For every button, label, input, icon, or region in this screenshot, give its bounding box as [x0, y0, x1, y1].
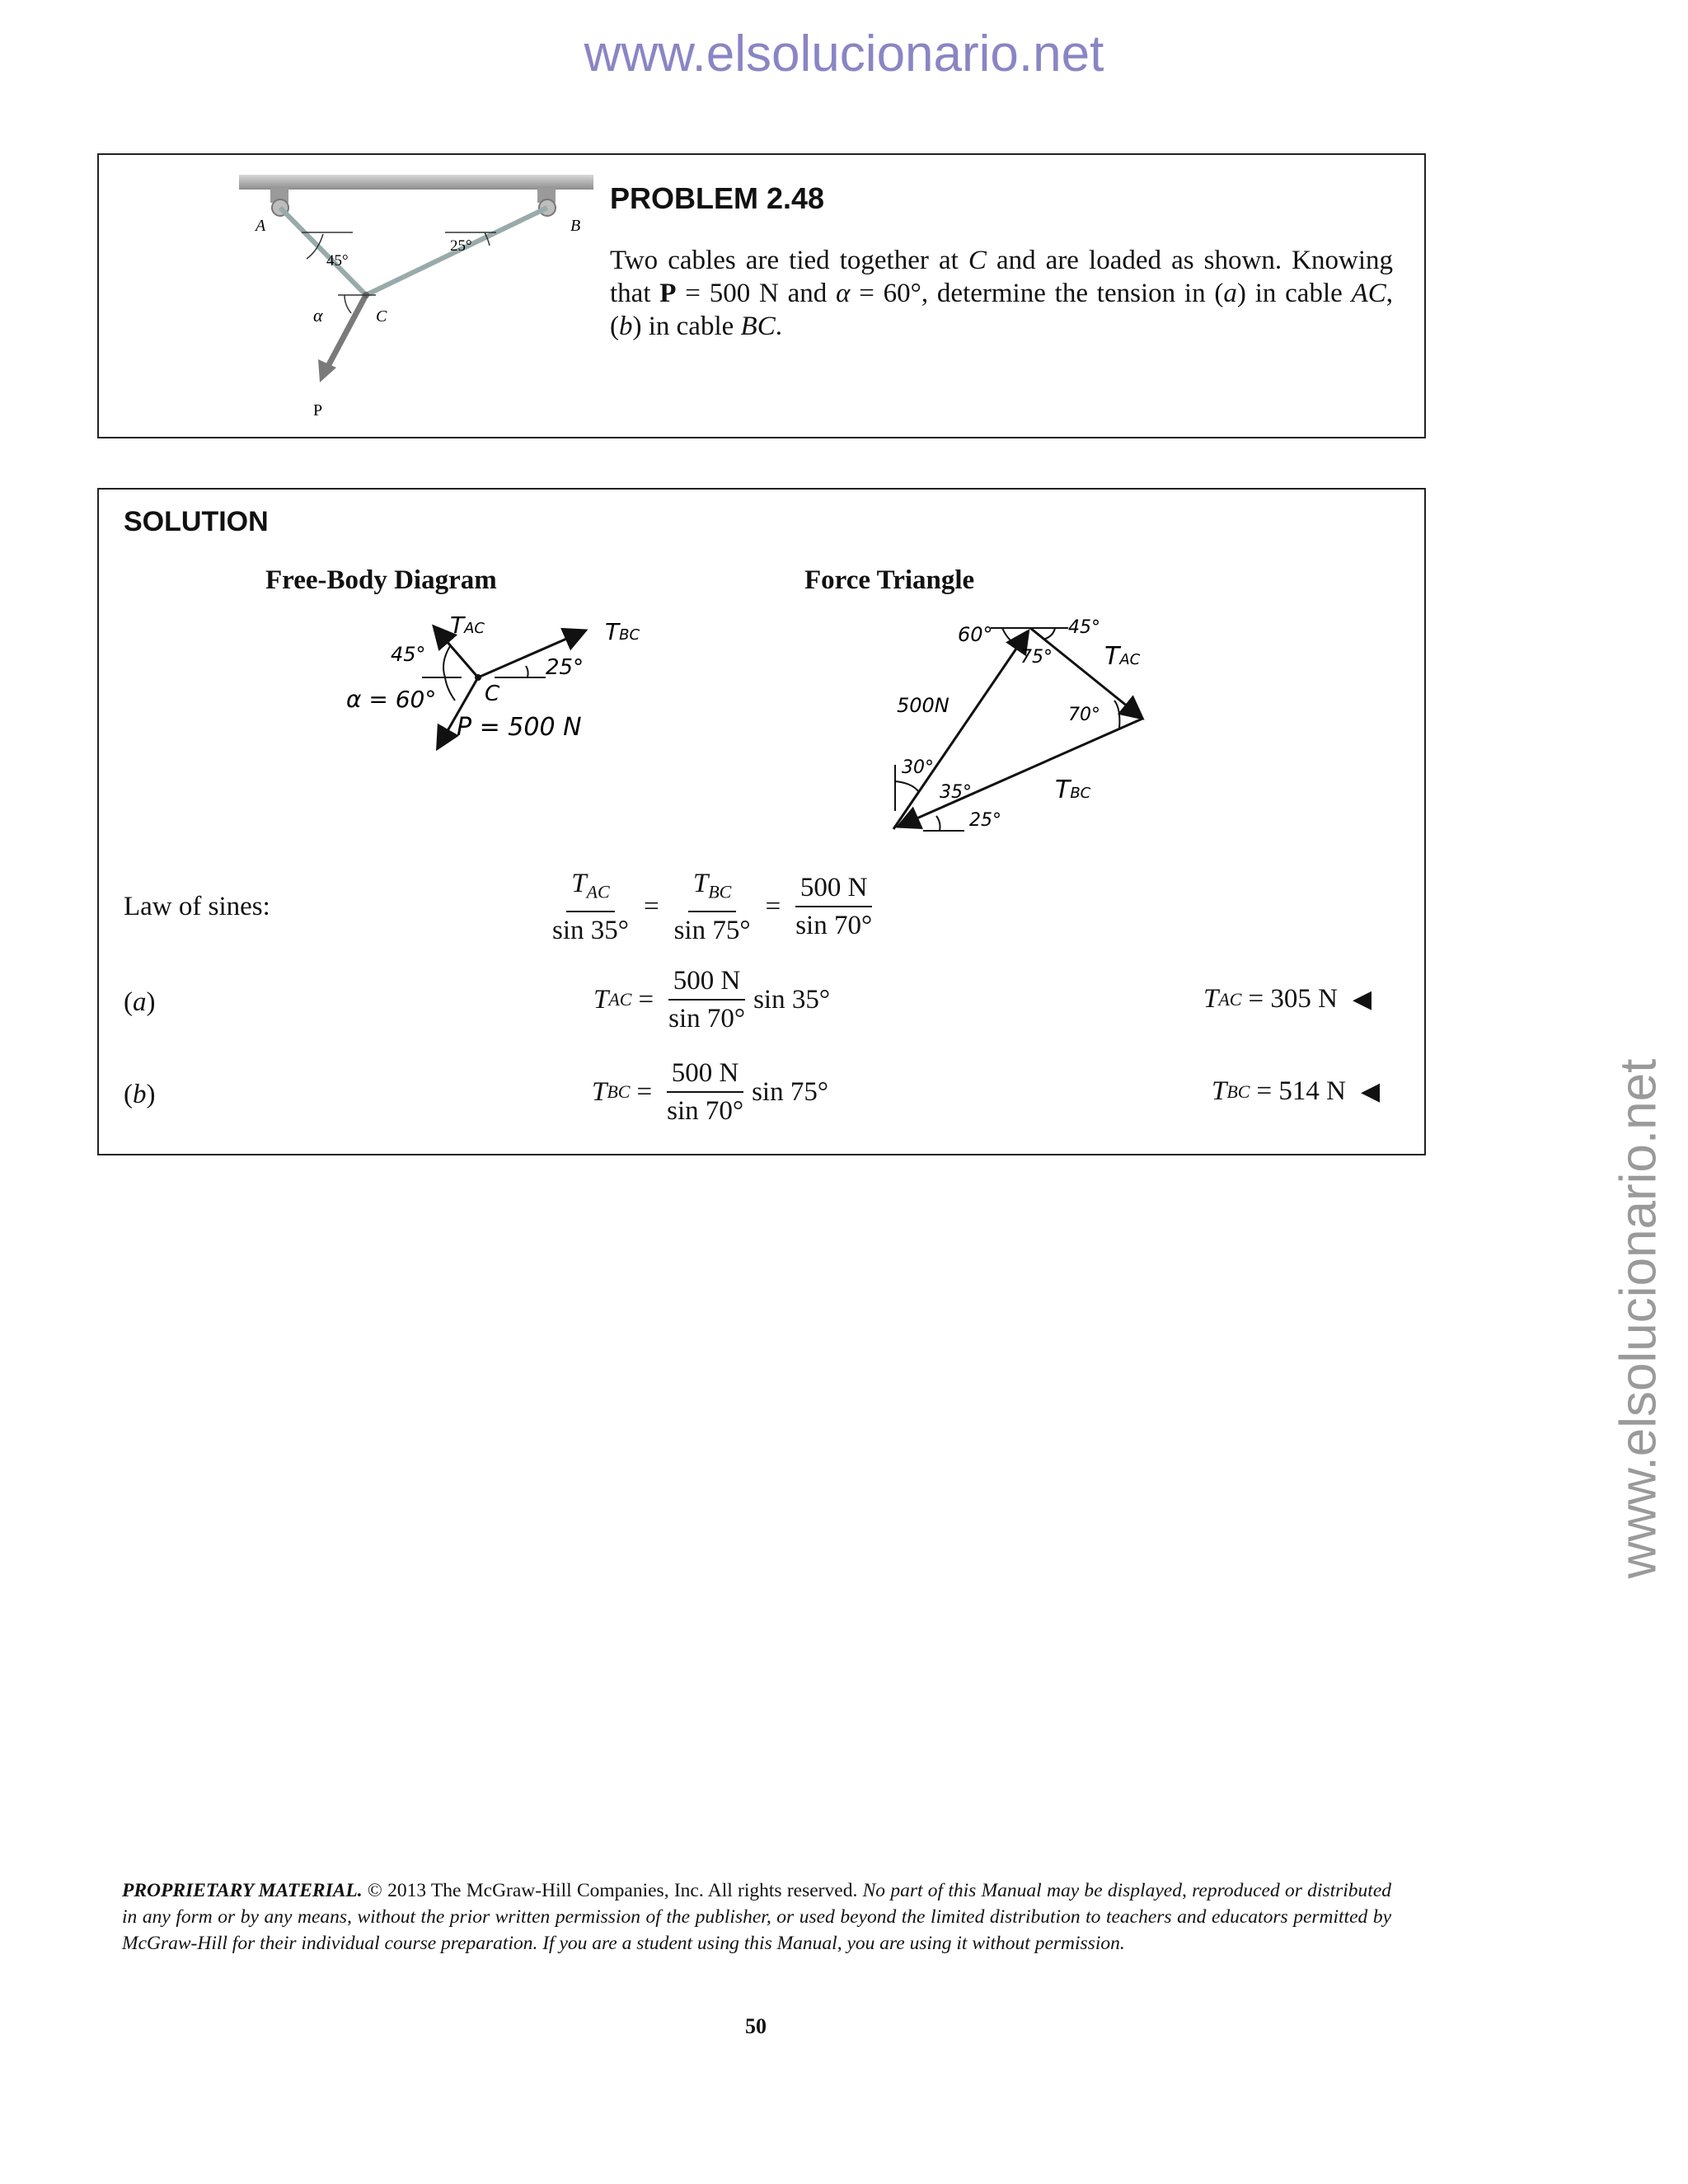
fbd-arc-45: [443, 646, 450, 677]
law-of-sines-label: Law of sines:: [124, 892, 270, 921]
tri-tbc-label: [1055, 776, 1091, 804]
part-a-num: 500 N: [668, 966, 746, 1001]
problem-statement: [610, 244, 1393, 343]
free-body-diagram: [239, 615, 668, 763]
ceiling: [239, 175, 593, 190]
part-a-label: [124, 987, 156, 1018]
label-b: B: [570, 217, 581, 235]
fbd-angle-25: 25°: [546, 655, 584, 680]
fbd-angle-45: 45°: [391, 643, 426, 666]
tri-tac-sub: AC: [1119, 651, 1141, 668]
footer-italic: No part of this Manual may be displayed, reproduced or distributed in any form or by any means, without the prior written permission of the publisher, or used beyond the limited distribution to teachers and educators permitted by McGraw-Hill for their individual course preparation. If you are a student using this Manual, you are using it without permission.: [122, 1880, 1392, 1954]
solution-title: SOLUTION: [124, 506, 269, 537]
tri-arc-60: [1002, 628, 1020, 646]
law-den-3: sin 70°: [795, 911, 873, 941]
solution-box: [97, 488, 1426, 1155]
problem-b: b: [619, 312, 633, 341]
tri-tbc-sub: BC: [1070, 785, 1091, 802]
fbd-tac-sub: AC: [464, 620, 485, 637]
law-eq-1: =: [643, 891, 659, 921]
problem-text-4: = 60°, determine the tension in (: [850, 279, 1224, 308]
problem-text-3: = 500 N and: [676, 279, 837, 308]
problem-box: [97, 153, 1426, 438]
law-num-1: [566, 869, 614, 912]
part-a-frac: [663, 966, 750, 1033]
label-p: P: [313, 401, 323, 419]
problem-a: a: [1223, 279, 1237, 308]
law-den-2: sin 75°: [673, 915, 751, 945]
footer-bold: PROPRIETARY MATERIAL.: [122, 1880, 363, 1901]
answer-marker-a: ◀: [1352, 986, 1372, 1013]
part-a-equation: [593, 966, 830, 1033]
fbd-tbc-sub: BC: [619, 626, 640, 644]
problem-title: PROBLEM 2.48: [610, 181, 825, 215]
tri-arc-25: [936, 816, 940, 831]
part-b-open: (: [124, 1080, 133, 1109]
fbd-arc-alpha: [445, 677, 455, 701]
problem-c: C: [968, 246, 987, 275]
part-a-t: T: [593, 984, 609, 1015]
fbd-tac-t: T: [450, 615, 465, 639]
law-num-3: 500 N: [795, 873, 873, 907]
part-a-result-value: = 305 N: [1248, 984, 1338, 1014]
label-25: 25°: [450, 237, 472, 255]
law-den-1: sin 35°: [552, 915, 629, 945]
fbd-tac-label: [450, 615, 485, 639]
tri-tac-side: [1030, 628, 1141, 717]
problem-text-2: and are loaded as shown. Knowing that: [610, 246, 1393, 308]
part-b-result-value: = 514 N: [1256, 1076, 1346, 1106]
watermark-side-text[interactable]: www.elsolucionario.net: [1610, 1058, 1667, 1579]
law-of-sines-equation: [544, 869, 880, 945]
law-num-2: [688, 869, 736, 912]
part-b-result-t: T: [1212, 1076, 1227, 1106]
tri-arc-70: [1114, 701, 1119, 729]
part-b-equation: [592, 1058, 828, 1126]
part-b-sub: BC: [607, 1081, 631, 1102]
fbd-title: Free-Body Diagram: [265, 565, 497, 595]
tri-angle-60: 60°: [958, 623, 993, 646]
part-a-den: sin 70°: [668, 1004, 746, 1033]
fbd-arc-25: [526, 666, 528, 677]
tri-tbc-t: T: [1055, 776, 1071, 804]
footer-normal: © 2013 The McGraw-Hill Companies, Inc. All rights reserved.: [362, 1880, 863, 1901]
fbd-tbc-t: T: [605, 618, 620, 645]
problem-text-1: Two cables are tied together at: [610, 246, 968, 275]
part-a-result-sub: AC: [1218, 988, 1242, 1010]
watermark-top[interactable]: www.elsolucionario.net: [584, 26, 1104, 82]
cable-ac: [280, 208, 366, 295]
arc-alpha: [345, 295, 351, 313]
part-a-open: (: [124, 987, 133, 1017]
part-b-letter: b: [133, 1080, 147, 1109]
tri-arc-45: [1043, 628, 1055, 640]
tri-angle-30: 30°: [902, 757, 934, 778]
part-a-sub: AC: [608, 989, 632, 1010]
law-sub-1: AC: [586, 881, 610, 902]
label-alpha: α: [313, 305, 323, 326]
fbd-tbc-label: [605, 618, 640, 645]
tri-tac-t: T: [1104, 642, 1120, 671]
law-frac-3: [790, 873, 877, 940]
tri-angle-45: 45°: [1068, 617, 1100, 638]
problem-text-6: , (: [610, 279, 1394, 341]
part-b-close: ): [146, 1080, 156, 1109]
fbd-joint: [475, 674, 481, 681]
part-a-close: ): [146, 987, 156, 1017]
problem-ac: AC: [1351, 279, 1386, 308]
law-t-1: T: [571, 869, 587, 898]
law-frac-2: [669, 869, 756, 945]
problem-bc: BC: [740, 312, 776, 341]
part-b-tail: sin 75°: [752, 1076, 829, 1107]
fbd-c-label: C: [485, 682, 500, 706]
fbd-alpha: α = 60°: [346, 686, 437, 713]
part-b-den: sin 70°: [667, 1096, 744, 1126]
tri-tac-label: [1104, 642, 1141, 671]
part-a-tail: sin 35°: [753, 984, 831, 1015]
problem-alpha: α: [836, 279, 851, 308]
triangle-title: Force Triangle: [804, 565, 975, 595]
problem-text-8: .: [775, 312, 782, 341]
part-b-result: [1212, 1076, 1380, 1107]
part-a-result: [1203, 984, 1372, 1015]
tri-500n: 500N: [897, 694, 950, 717]
tri-angle-35: 35°: [940, 782, 972, 803]
part-b-t: T: [592, 1076, 607, 1107]
tri-arc-30: [895, 781, 918, 791]
part-b-result-sub: BC: [1226, 1080, 1250, 1102]
answer-marker-b: ◀: [1360, 1078, 1381, 1105]
tri-angle-25: 25°: [969, 810, 1001, 831]
part-b-eq: =: [636, 1076, 653, 1107]
tri-angle-70: 70°: [1068, 705, 1100, 725]
label-45: 45°: [326, 252, 349, 269]
part-b-num: 500 N: [667, 1058, 744, 1093]
label-c: C: [376, 307, 387, 326]
part-a-eq: =: [638, 984, 654, 1015]
label-a: A: [256, 217, 266, 235]
problem-figure: [165, 171, 626, 419]
tri-tbc-side: [900, 719, 1142, 826]
problem-p: P: [659, 279, 677, 308]
force-triangle: [775, 608, 1170, 847]
part-b-frac: [662, 1058, 748, 1126]
law-eq-2: =: [765, 891, 781, 921]
law-t-2: T: [692, 869, 709, 898]
tri-angle-75: 75°: [1020, 647, 1053, 668]
problem-text-7: ) in cable: [632, 312, 741, 341]
law-frac-1: [547, 869, 634, 945]
part-a-letter: a: [133, 987, 147, 1017]
problem-text-5: ) in cable: [1236, 279, 1352, 308]
law-sub-2: BC: [708, 881, 732, 902]
part-b-label: [124, 1080, 156, 1110]
page-number: 50: [745, 2014, 767, 2038]
fbd-p-label: P = 500 N: [457, 713, 582, 742]
copyright-footer: [122, 1877, 1391, 1957]
part-a-result-t: T: [1203, 984, 1219, 1014]
